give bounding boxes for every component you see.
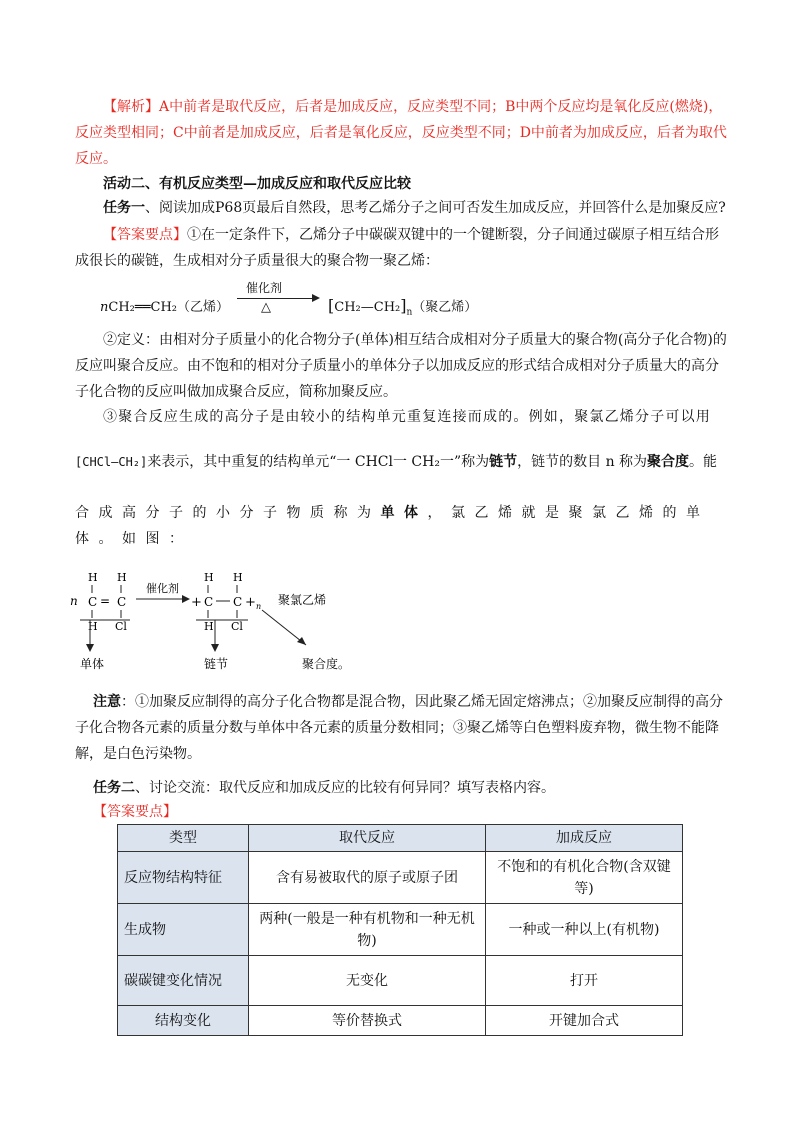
diag-h5: H bbox=[233, 571, 243, 584]
p3-line2 bbox=[75, 449, 727, 475]
p3-line2b: ，链节的数目 n 称为 bbox=[517, 454, 648, 470]
p3-line3a: 合成高分子的小分子物质称为 bbox=[75, 505, 381, 521]
table-cell: 一种或一种以上(有机物) bbox=[486, 904, 683, 956]
table-cell: 反应物结构特征 bbox=[118, 852, 249, 904]
p3-line2a: 来表示，其中重复的结构单元“一 CHCl一 CH₂一”称为 bbox=[147, 454, 490, 470]
eq-arrow-head bbox=[312, 294, 320, 302]
table-row bbox=[118, 956, 683, 1006]
diag-bracket-close: + bbox=[245, 595, 256, 610]
table-cell: 不饱和的有机化合物(含双键等) bbox=[486, 852, 683, 904]
diag-c1: C bbox=[88, 595, 98, 609]
table-cell: 两种(一般是一种有机物和一种无机物) bbox=[249, 904, 486, 956]
diag-pvc-label: 聚氯乙烯 bbox=[278, 593, 327, 607]
analysis-paragraph bbox=[75, 94, 727, 172]
task1-answer-tag: 【答案要点】 bbox=[103, 227, 187, 243]
table-cell: 开键加合式 bbox=[486, 1006, 683, 1036]
diag-h3: H bbox=[88, 620, 98, 633]
diag-arrow-head bbox=[182, 595, 190, 603]
eq-catalyst: 催化剂 bbox=[246, 281, 283, 295]
table-header-row bbox=[118, 825, 683, 852]
eq-reactant: CH₂══CH₂（乙烯） bbox=[108, 300, 230, 315]
p3-line2c: 。能 bbox=[689, 454, 718, 470]
task1-answer-text: ①在一定条件下，乙烯分子中碳碳双键中的一个键断裂，分子间通过碳原子相互结合形成很长的碳链，生成相对分子质量很大的聚合物一聚乙烯： bbox=[75, 227, 719, 269]
analysis-text: A中前者是取代反应，后者是加成反应，反应类型不同；B中两个反应均是氧化反应(燃烧)，反应类型相同；C中前者是加成反应，后者是氧化反应，反应类型不同；D中前者为加成反应，后者为取代反应。 bbox=[75, 99, 727, 167]
diag-double-bond: = bbox=[100, 594, 111, 608]
diag-h6: H bbox=[204, 620, 214, 633]
eq-product-n: n bbox=[406, 307, 413, 318]
analysis-tag: 【解析】 bbox=[103, 99, 159, 115]
note-label: 注意 bbox=[93, 694, 121, 710]
comparison-table bbox=[117, 824, 683, 1036]
diag-label-monomer: 单体 bbox=[80, 657, 105, 671]
diag-cl1: Cl bbox=[115, 620, 127, 633]
task1-text: 、阅读加成P68页最后自然段，思考乙烯分子之间可否发生加成反应，并回答什么是加聚反应? bbox=[145, 200, 726, 216]
pvc-unit-text: CHCl—CH₂ bbox=[82, 455, 141, 469]
diag-c3: C bbox=[204, 595, 214, 609]
note-text: ：①加聚反应制得的高分子化合物都是混合物，因此聚乙烯无固定熔沸点；②加聚反应制得的高分子化合物各元素的质量分数与单体中各元素的质量分数相同；③聚乙烯等白色塑料废弃物，微生物不能降解，是白色污染物。 bbox=[75, 694, 723, 762]
diag-c2: C bbox=[117, 595, 127, 609]
eq-arrow-line bbox=[237, 298, 317, 299]
task1-answer bbox=[75, 222, 727, 274]
activity-title: 活动二、有机反应类型—加成反应和取代反应比较 bbox=[103, 176, 411, 192]
diag-h1: H bbox=[88, 571, 98, 584]
diag-catalyst: 催化剂 bbox=[146, 582, 179, 595]
monomer-term: 单体 bbox=[380, 505, 428, 521]
table-cell: 碳碳键变化情况 bbox=[118, 956, 249, 1006]
table-row bbox=[118, 904, 683, 956]
diag-h4: H bbox=[204, 571, 214, 584]
diag-c4: C bbox=[233, 595, 243, 609]
p3-line1 bbox=[75, 404, 727, 430]
p3-line1-text: ③聚合反应生成的高分子是由较小的结构单元重复连接而成的。例如，聚氯乙烯分子可以用 bbox=[103, 409, 711, 425]
task2-answer bbox=[75, 799, 727, 825]
p3-line3b: ，氯乙烯就是聚氯乙烯的单体。如图： bbox=[75, 505, 710, 547]
table-cell: 生成物 bbox=[118, 904, 249, 956]
degree-term: 聚合度 bbox=[647, 454, 690, 470]
diag-label-degree: 聚合度。 bbox=[302, 657, 351, 671]
eq-product: $[CH_2—CH_2]_n$（聚乙烯） bbox=[328, 296, 478, 318]
note-paragraph bbox=[75, 689, 727, 767]
eq-heat: △ bbox=[261, 300, 271, 315]
eq-product-unit: CH₂—CH₂ bbox=[334, 300, 401, 315]
chain-link-term: 链节 bbox=[489, 454, 518, 470]
table-cell: 等价替换式 bbox=[249, 1006, 486, 1036]
table-cell: 结构变化 bbox=[118, 1006, 249, 1036]
diag-n: n bbox=[70, 594, 78, 608]
table-row bbox=[118, 852, 683, 904]
diag-degree-arrow-head bbox=[297, 637, 306, 645]
table-row bbox=[118, 1006, 683, 1036]
eq-n: n bbox=[100, 300, 109, 315]
diag-cl2: Cl bbox=[231, 620, 243, 633]
diag-n-sub: n bbox=[256, 602, 262, 611]
p3-line3 bbox=[75, 500, 727, 552]
pe-equation bbox=[100, 296, 229, 315]
task2-answer-tag: 【答案要点】 bbox=[93, 804, 177, 820]
eq-product-name: （聚乙烯） bbox=[412, 300, 478, 315]
diag-h2: H bbox=[117, 571, 127, 584]
task2-paragraph bbox=[75, 775, 727, 801]
header-substitution: 取代反应 bbox=[249, 825, 486, 852]
task2-label: 任务二 bbox=[93, 780, 135, 796]
table-cell: 含有易被取代的原子或原子团 bbox=[249, 852, 486, 904]
table-cell: 无变化 bbox=[249, 956, 486, 1006]
task1-paragraph bbox=[75, 195, 727, 221]
header-addition: 加成反应 bbox=[486, 825, 683, 852]
diag-link-arrow-head bbox=[211, 644, 219, 652]
header-type: 类型 bbox=[118, 825, 249, 852]
diag-monomer-arrow-head bbox=[86, 644, 94, 652]
diag-label-link: 链节 bbox=[204, 657, 229, 671]
task2-text: 、讨论交流：取代反应和加成反应的比较有何异同？填写表格内容。 bbox=[135, 780, 555, 796]
task1-label: 任务一 bbox=[103, 200, 145, 216]
table-cell: 打开 bbox=[486, 956, 683, 1006]
pvc-diagram bbox=[70, 566, 360, 676]
definition-text: ②定义：由相对分子质量小的化合物分子(单体)相互结合成相对分子质量大的聚合物(高分子化合物)的反应叫聚合反应。由不饱和的相对分子质量小的单体分子以加成反应的形式结合成相对分子质量大的高分子化合物的反应叫做加成聚合反应，简称加聚反应。 bbox=[75, 332, 727, 400]
definition-paragraph bbox=[75, 327, 727, 405]
pvc-unit: [CHCl—CH₂] bbox=[75, 455, 148, 469]
diag-bracket-open: + bbox=[191, 595, 202, 610]
